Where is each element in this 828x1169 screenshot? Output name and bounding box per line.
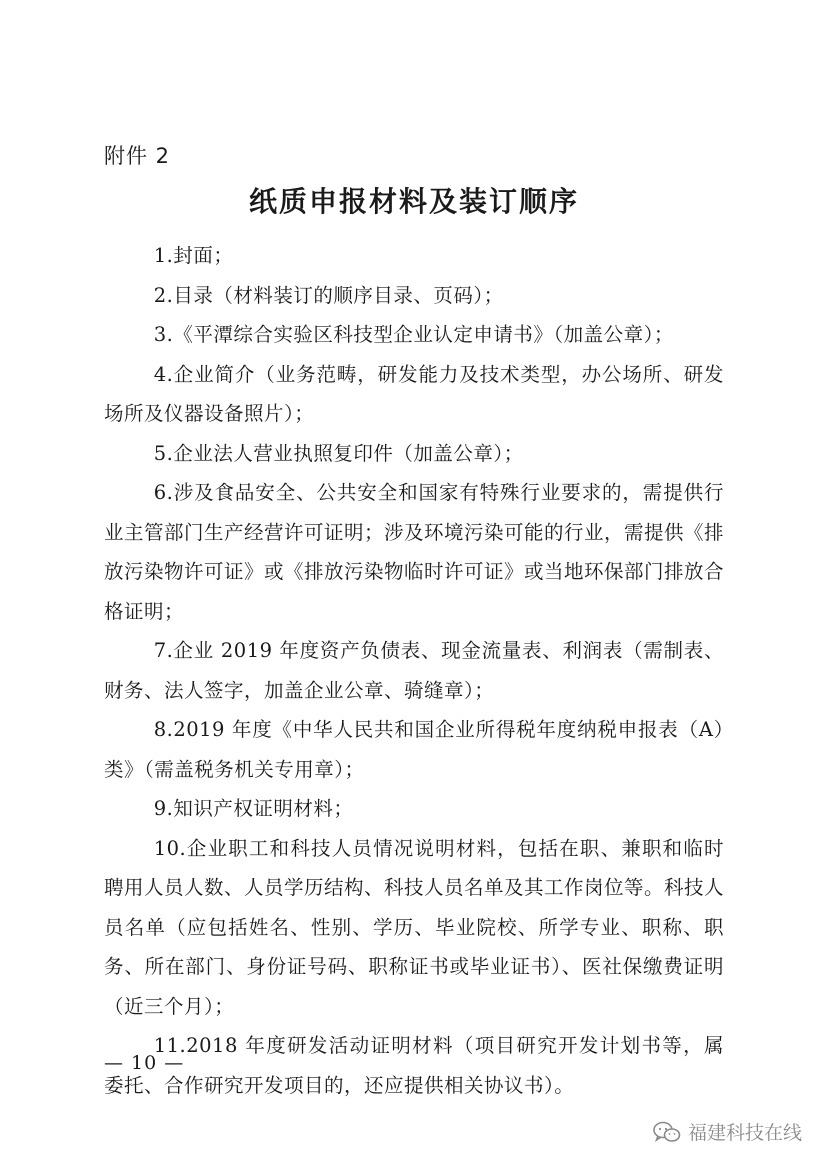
list-item: 8.2019 年度《中华人民共和国企业所得税年度纳税申报表（A）类》（需盖税务机关专用章）；: [104, 718, 724, 781]
list-item: 5.企业法人营业执照复印件（加盖公章）；: [153, 441, 524, 465]
attachment-label: 附件 2: [104, 144, 171, 168]
list-item: 2.目录（材料装订的顺序目录、页码）；: [153, 283, 504, 307]
list-item: 7.企业 2019 年度资产负债表、现金流量表、利润表（需制表、财务、法人签字，加盖企业公章、骑缝章）；: [104, 639, 724, 702]
document-body: [104, 236, 724, 1105]
page-number: — 10 —: [104, 1052, 185, 1074]
document-title: 纸质申报材料及装订顺序: [248, 185, 579, 218]
list-item: 9.知识产权证明材料；: [153, 797, 354, 820]
list-item: 1.封面；: [153, 244, 234, 267]
watermark-text: 福建科技在线: [687, 1122, 802, 1144]
watermark: [652, 1118, 802, 1145]
list-item: 10.企业职工和科技人员情况说明材料，包括在职、兼职和临时聘用人员人数、人员学历结构、科技人员名单及其工作岗位等。科技人员名单（应包括姓名、性别、学历、毕业院校、所学专业、职称、职务、所在部门、身份证号码、职称证书或毕业证书）、医社保缴费证明（近三个月）；: [104, 836, 725, 1018]
list-item: 3.《平潭综合实验区科技型企业认定申请书》（加盖公章）；: [153, 323, 674, 346]
list-item: 4.企业简介（业务范畴，研发能力及技术类型，办公场所、研发场所及仪器设备照片）；: [104, 362, 724, 425]
list-item: 6.涉及食品安全、公共安全和国家有特殊行业要求的，需提供行业主管部门生产经营许可证明；涉及环境污染可能的行业，需提供《排放污染物许可证》或《排放污染物临时许可证》或当地环保部门排放合格证明；: [104, 481, 725, 623]
list-item: 11.2018 年度研发活动证明材料（项目研究开发计划书等，属委托、合作研究开发项目的，还应提供相关协议书）。: [104, 1034, 724, 1097]
wechat-icon: [652, 1120, 682, 1144]
